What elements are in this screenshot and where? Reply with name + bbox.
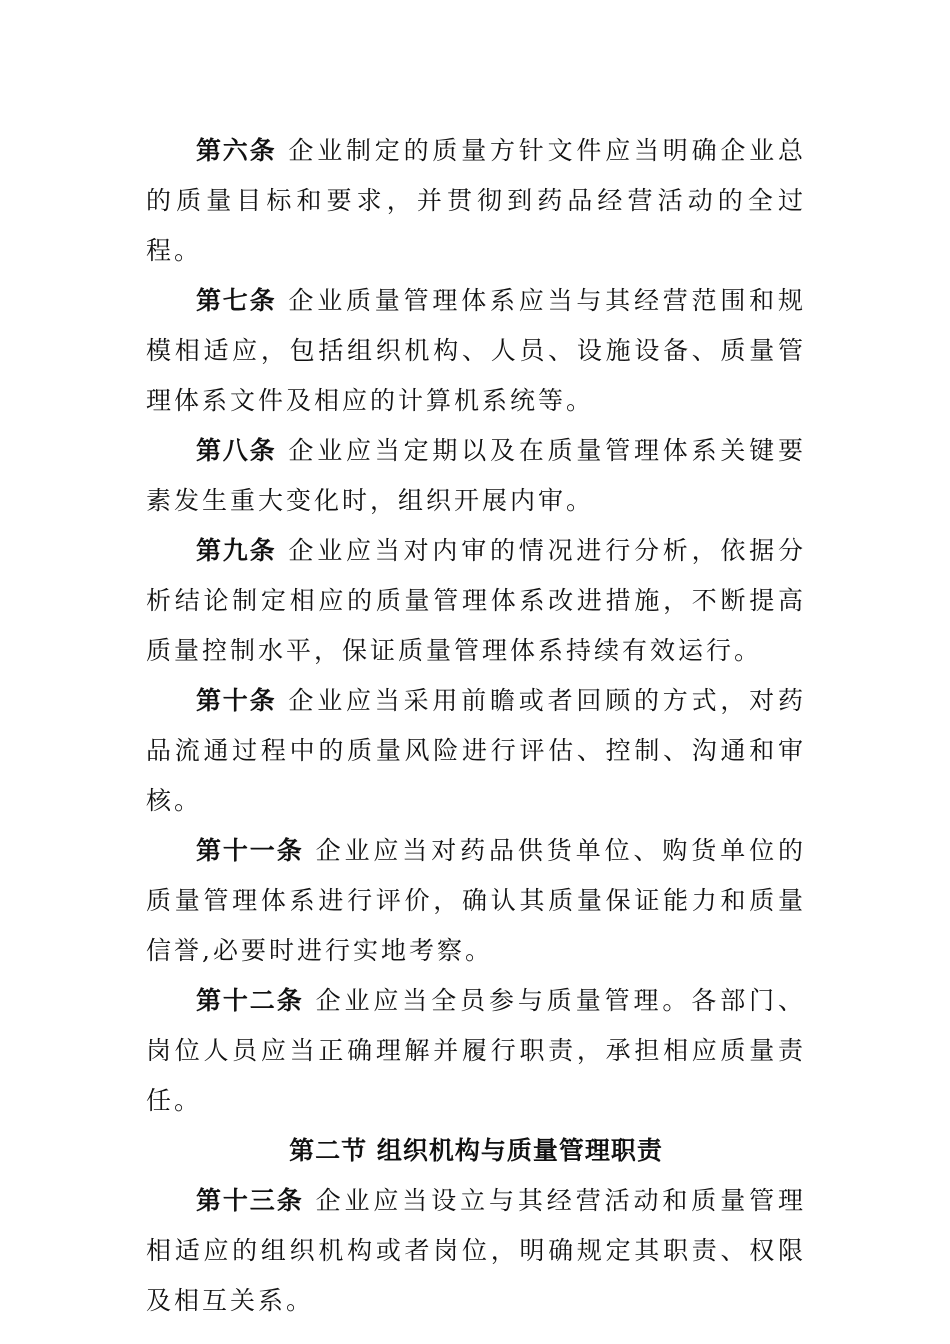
article-9	[146, 526, 806, 676]
article-body: 企业应当全员参与质量管理。各部门、岗位人员应当正确理解并履行职责，承担相应质量责任。	[146, 986, 806, 1115]
article-body: 企业应当定期以及在质量管理体系关键要素发生重大变化时，组织开展内审。	[146, 436, 806, 515]
article-11	[146, 826, 806, 976]
article-body: 企业应当设立与其经营活动和质量管理相适应的组织机构或者岗位，明确规定其职责、权限及相互关系。	[146, 1186, 806, 1315]
section-title: 第二节 组织机构与质量管理职责	[289, 1136, 663, 1165]
article-body: 企业质量管理体系应当与其经营范围和规模相适应，包括组织机构、人员、设施设备、质量管理体系文件及相应的计算机系统等。	[146, 286, 806, 415]
article-heading: 第六条	[196, 136, 277, 165]
article-13	[146, 1176, 806, 1326]
article-10	[146, 676, 806, 826]
article-body: 企业应当采用前瞻或者回顾的方式，对药品流通过程中的质量风险进行评估、控制、沟通和审核。	[146, 686, 806, 815]
article-heading: 第十条	[196, 686, 277, 715]
document-page	[146, 126, 806, 1326]
article-heading: 第十一条	[196, 836, 304, 865]
article-8	[146, 426, 806, 526]
article-12	[146, 976, 806, 1126]
article-body: 企业应当对内审的情况进行分析，依据分析结论制定相应的质量管理体系改进措施，不断提高质量控制水平，保证质量管理体系持续有效运行。	[146, 536, 806, 665]
article-heading: 第八条	[196, 436, 277, 465]
article-6	[146, 126, 806, 276]
article-heading: 第九条	[196, 536, 277, 565]
article-heading: 第七条	[196, 286, 277, 315]
article-heading: 第十三条	[196, 1186, 304, 1215]
article-heading: 第十二条	[196, 986, 304, 1015]
article-body: 企业应当对药品供货单位、购货单位的质量管理体系进行评价，确认其质量保证能力和质量信誉,必要时进行实地考察。	[146, 836, 806, 965]
article-body: 企业制定的质量方针文件应当明确企业总的质量目标和要求，并贯彻到药品经营活动的全过程。	[146, 136, 806, 265]
article-7	[146, 276, 806, 426]
